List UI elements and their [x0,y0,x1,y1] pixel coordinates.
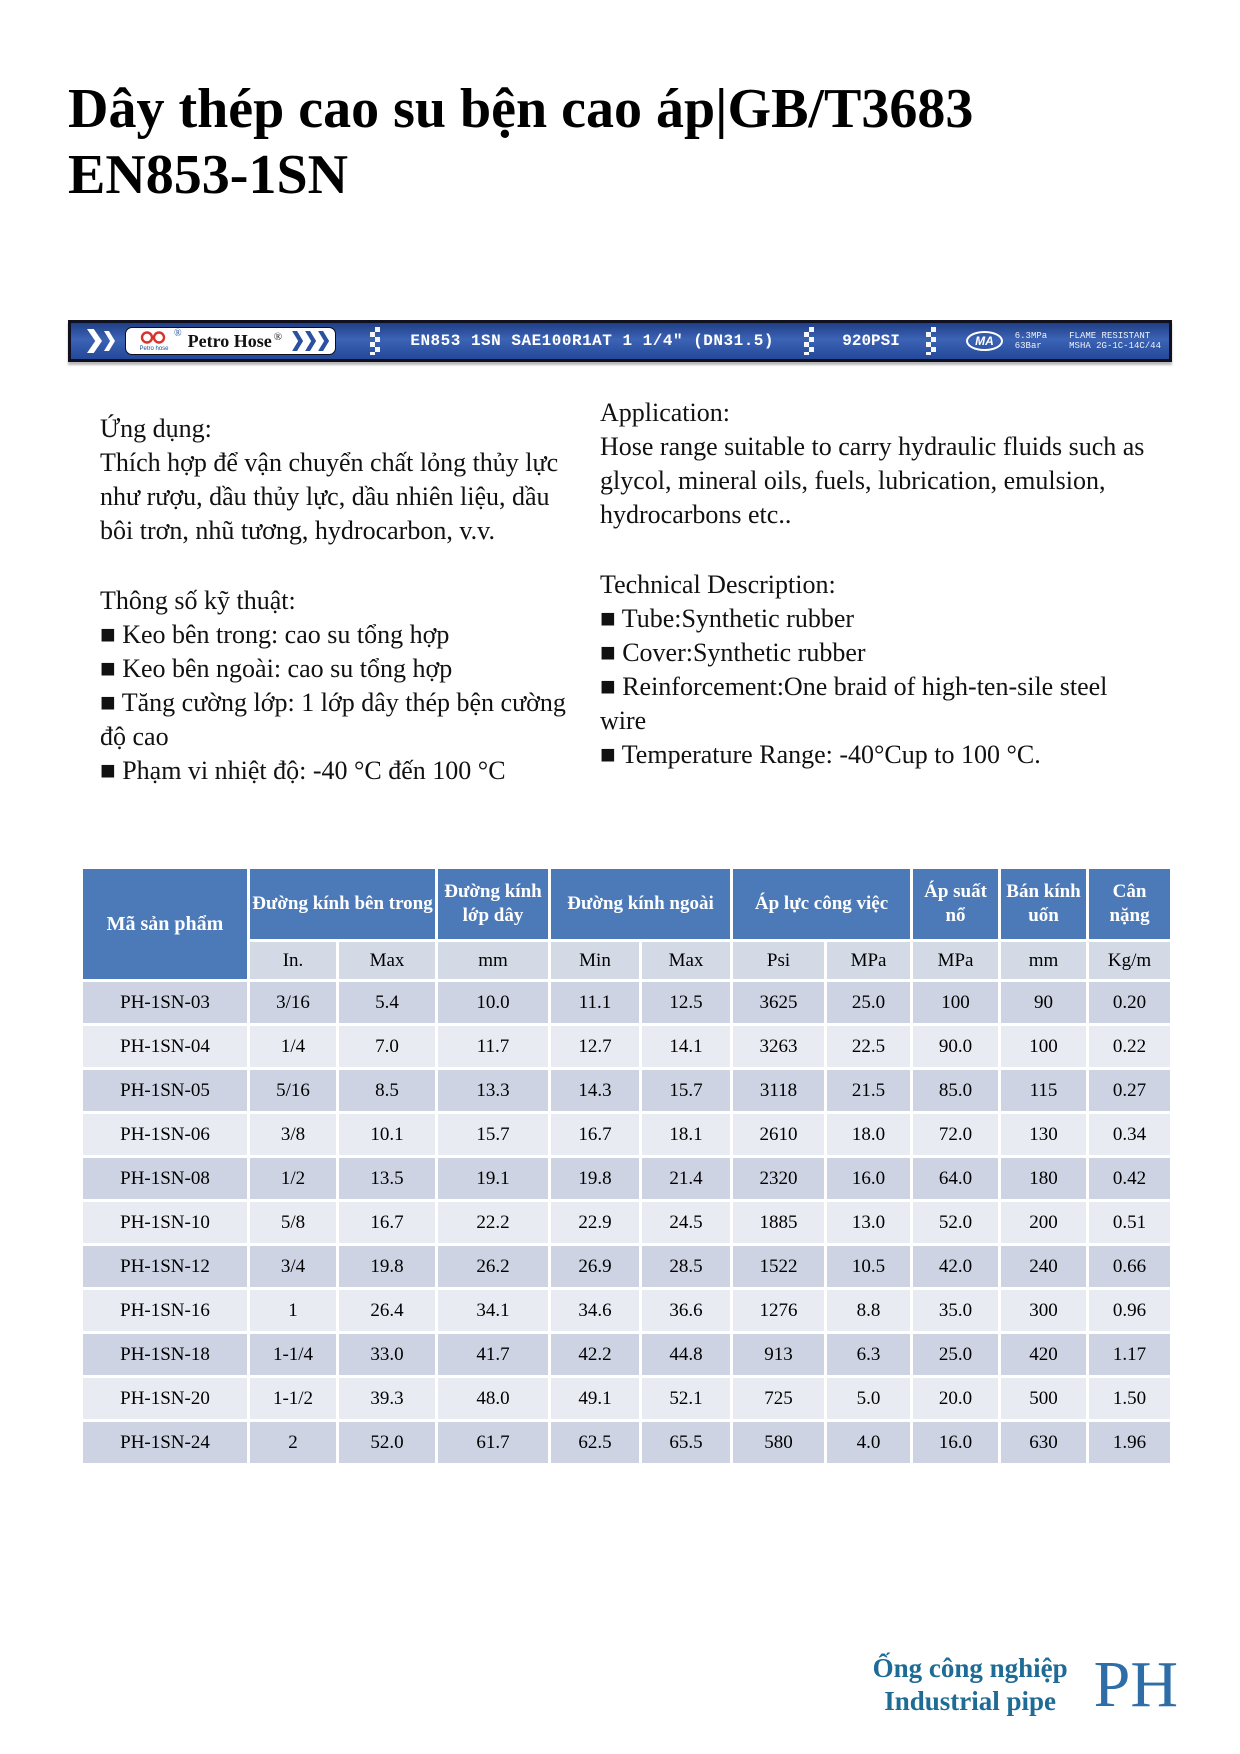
value-cell: 24.5 [642,1202,730,1243]
value-cell: 33.0 [339,1334,435,1375]
spec-heading-en: Technical Description: [600,570,836,599]
value-cell: 49.1 [551,1378,639,1419]
value-cell: 16.0 [827,1158,910,1199]
value-cell: 3/4 [250,1246,336,1287]
spec-heading-vi: Thông số kỹ thuật: [100,586,296,615]
petro-hose-logo [125,327,336,355]
value-cell: 115 [1001,1070,1086,1111]
value-cell: 13.5 [339,1158,435,1199]
value-cell: 15.7 [642,1070,730,1111]
value-cell: 3/16 [250,982,336,1023]
pressure-mpa: 6.3MPa [1014,331,1048,341]
value-cell: 18.0 [827,1114,910,1155]
col-header-inner-diameter: Đường kính bên trong [250,869,435,939]
value-cell: 100 [1001,1026,1086,1067]
product-code-cell: PH-1SN-10 [83,1202,247,1243]
value-cell: 1-1/4 [250,1334,336,1375]
white-chevrons-icon [87,329,115,353]
product-code-cell: PH-1SN-24 [83,1422,247,1463]
value-cell: 1276 [733,1290,824,1331]
value-cell: 500 [1001,1378,1086,1419]
spec-table-body [83,982,1170,1463]
value-cell: 5/16 [250,1070,336,1111]
value-cell: 85.0 [913,1070,998,1111]
checker-pattern [370,327,380,355]
col-header-bend-radius: Bán kính uốn [1001,869,1086,939]
value-cell: 21.4 [642,1158,730,1199]
unit-header: mm [438,942,548,979]
spec-bullet: ■ Temperature Range: -40°Cup to 100 °C. [600,740,1041,769]
value-cell: 16.7 [551,1114,639,1155]
application-section-en [600,396,1152,772]
value-cell: 240 [1001,1246,1086,1287]
value-cell: 300 [1001,1290,1086,1331]
value-cell: 22.5 [827,1026,910,1067]
value-cell: 21.5 [827,1070,910,1111]
value-cell: 11.1 [551,982,639,1023]
value-cell: 34.1 [438,1290,548,1331]
product-code-cell: PH-1SN-20 [83,1378,247,1419]
footer [872,1648,1178,1721]
spec-bullet: ■ Cover:Synthetic rubber [600,638,866,667]
spec-bullet: ■ Phạm vi nhiệt độ: -40 °C đến 100 °C [100,756,506,785]
unit-header: In. [250,942,336,979]
value-cell: 48.0 [438,1378,548,1419]
value-cell: 725 [733,1378,824,1419]
value-cell: 13.3 [438,1070,548,1111]
footer-tagline [873,1652,1068,1718]
spec-table-header [83,869,1170,979]
value-cell: 180 [1001,1158,1086,1199]
spec-bullet: ■ Tăng cường lớp: 1 lớp dây thép bện cường độ cao [100,688,566,751]
table-row [83,1378,1170,1419]
hose-banner-image [68,320,1172,362]
infinity-icon [136,330,172,345]
value-cell: 0.27 [1089,1070,1170,1111]
unit-header: MPa [827,942,910,979]
value-cell: 26.2 [438,1246,548,1287]
unit-header: Max [642,942,730,979]
page-title-line1: Dây thép cao su bện cao áp|GB/T3683 [68,78,974,140]
unit-header: Min [551,942,639,979]
spec-bullet: ■ Keo bên ngoài: cao su tổng hợp [100,654,453,683]
value-cell: 90.0 [913,1026,998,1067]
col-header-weight: Cân nặng [1089,869,1170,939]
pressure-spec-small [1015,331,1047,351]
table-row [83,1158,1170,1199]
col-header-outer-diameter: Đường kính ngoài [551,869,730,939]
value-cell: 90 [1001,982,1086,1023]
value-cell: 3263 [733,1026,824,1067]
value-cell: 0.34 [1089,1114,1170,1155]
value-cell: 22.2 [438,1202,548,1243]
value-cell: 1522 [733,1246,824,1287]
checker-pattern [804,327,814,355]
spec-bullet: ■ Reinforcement:One braid of high-ten-sile steel wire [600,672,1108,735]
value-cell: 2610 [733,1114,824,1155]
table-row [83,1070,1170,1111]
product-code-cell: PH-1SN-18 [83,1334,247,1375]
value-cell: 7.0 [339,1026,435,1067]
value-cell: 630 [1001,1422,1086,1463]
unit-header: MPa [913,942,998,979]
value-cell: 62.5 [551,1422,639,1463]
value-cell: 13.0 [827,1202,910,1243]
value-cell: 22.9 [551,1202,639,1243]
brand-name: Petro Hose [187,330,272,351]
value-cell: 3118 [733,1070,824,1111]
value-cell: 19.1 [438,1158,548,1199]
value-cell: 0.22 [1089,1026,1170,1067]
value-cell: 39.3 [339,1378,435,1419]
value-cell: 61.7 [438,1422,548,1463]
value-cell: 42.2 [551,1334,639,1375]
value-cell: 12.7 [551,1026,639,1067]
value-cell: 200 [1001,1202,1086,1243]
value-cell: 8.8 [827,1290,910,1331]
blue-chevrons-icon [292,331,329,351]
value-cell: 3/8 [250,1114,336,1155]
unit-header: mm [1001,942,1086,979]
value-cell: 130 [1001,1114,1086,1155]
value-cell: 8.5 [339,1070,435,1111]
value-cell: 0.66 [1089,1246,1170,1287]
value-cell: 20.0 [913,1378,998,1419]
value-cell: 0.51 [1089,1202,1170,1243]
col-header-working-pressure: Áp lực công việc [733,869,910,939]
value-cell: 52.0 [913,1202,998,1243]
value-cell: 580 [733,1422,824,1463]
pressure-bar: 63Bar [1014,341,1042,351]
spec-bullet: ■ Keo bên trong: cao su tổng hợp [100,620,450,649]
infinity-logo-icon [136,330,172,352]
table-row [83,1114,1170,1155]
product-code-cell: PH-1SN-08 [83,1158,247,1199]
value-cell: 72.0 [913,1114,998,1155]
value-cell: 19.8 [339,1246,435,1287]
value-cell: 1.17 [1089,1334,1170,1375]
value-cell: 5.0 [827,1378,910,1419]
value-cell: 26.4 [339,1290,435,1331]
value-cell: 34.6 [551,1290,639,1331]
unit-header: Max [339,942,435,979]
value-cell: 10.5 [827,1246,910,1287]
table-row [83,1290,1170,1331]
table-row [83,1026,1170,1067]
value-cell: 4.0 [827,1422,910,1463]
value-cell: 64.0 [913,1158,998,1199]
logo-tagline: Petro hose [139,346,169,352]
chevron-icon [305,331,316,351]
value-cell: 26.9 [551,1246,639,1287]
product-code-cell: PH-1SN-05 [83,1070,247,1111]
pressure-rating: 920PSI [842,332,900,350]
product-code-cell: PH-1SN-16 [83,1290,247,1331]
chevron-icon [318,331,329,351]
application-body-en: Hose range suitable to carry hydraulic fluids such as glycol, mineral oils, fuels, lubrication, emulsion, hydrocarbons etc.. [600,432,1145,529]
value-cell: 1/2 [250,1158,336,1199]
value-cell: 16.0 [913,1422,998,1463]
value-cell: 19.8 [551,1158,639,1199]
value-cell: 28.5 [642,1246,730,1287]
col-header-burst-pressure: Áp suất nổ [913,869,998,939]
value-cell: 1.96 [1089,1422,1170,1463]
value-cell: 10.1 [339,1114,435,1155]
hose-marking-text: EN853 1SN SAE100R1AT 1 1/4" (DN31.5) [410,332,774,350]
unit-header: Kg/m [1089,942,1170,979]
flame-resistant-label [1069,331,1161,351]
col-header-wire-layer-diameter: Đường kính lớp dây [438,869,548,939]
value-cell: 100 [913,982,998,1023]
spec-bullet: ■ Tube:Synthetic rubber [600,604,855,633]
ma-certification-icon: MA [966,331,1003,351]
product-code-cell: PH-1SN-06 [83,1114,247,1155]
value-cell: 1885 [733,1202,824,1243]
value-cell: 16.7 [339,1202,435,1243]
spec-table [80,866,1173,1466]
value-cell: 14.1 [642,1026,730,1067]
value-cell: 41.7 [438,1334,548,1375]
chevron-icon [104,331,115,351]
value-cell: 25.0 [913,1334,998,1375]
flame-line2: MSHA 2G-1C-14C/44 [1069,341,1161,351]
unit-header: Psi [733,942,824,979]
value-cell: 42.0 [913,1246,998,1287]
registered-mark-icon: ® [273,331,283,343]
value-cell: 44.8 [642,1334,730,1375]
value-cell: 0.20 [1089,982,1170,1023]
table-row [83,1334,1170,1375]
table-row [83,1246,1170,1287]
application-body-vi: Thích hợp để vận chuyển chất lỏng thủy lực như rượu, dầu thủy lực, dầu nhiên liệu, dầu bôi trơn, nhũ tương, hydrocarbon, v.v. [100,448,559,545]
ph-logo: PH [1093,1648,1178,1721]
value-cell: 0.96 [1089,1290,1170,1331]
value-cell: 25.0 [827,982,910,1023]
value-cell: 10.0 [438,982,548,1023]
table-row [83,1202,1170,1243]
table-row [83,982,1170,1023]
chevron-icon [87,329,102,353]
value-cell: 52.1 [642,1378,730,1419]
value-cell: 2320 [733,1158,824,1199]
value-cell: 913 [733,1334,824,1375]
application-heading-en: Application: [600,398,730,427]
footer-tagline-vi: Ống công nghiệp [872,1653,1068,1683]
col-header-product-code: Mã sản phẩm [83,869,247,979]
footer-tagline-en: Industrial pipe [884,1686,1056,1716]
value-cell: 1.50 [1089,1378,1170,1419]
value-cell: 3625 [733,982,824,1023]
application-heading-vi: Ứng dụng: [100,414,212,443]
product-code-cell: PH-1SN-04 [83,1026,247,1067]
product-code-cell: PH-1SN-12 [83,1246,247,1287]
value-cell: 65.5 [642,1422,730,1463]
page-title [68,76,1168,208]
page-title-line2: EN853-1SN [68,144,349,206]
chevron-icon [292,331,303,351]
registered-mark-icon: ® [174,328,182,339]
value-cell: 14.3 [551,1070,639,1111]
value-cell: 35.0 [913,1290,998,1331]
value-cell: 18.1 [642,1114,730,1155]
application-section-vi [100,412,570,788]
value-cell: 1/4 [250,1026,336,1067]
value-cell: 1-1/2 [250,1378,336,1419]
value-cell: 15.7 [438,1114,548,1155]
value-cell: 12.5 [642,982,730,1023]
product-code-cell: PH-1SN-03 [83,982,247,1023]
value-cell: 36.6 [642,1290,730,1331]
value-cell: 52.0 [339,1422,435,1463]
table-row [83,1422,1170,1463]
value-cell: 5.4 [339,982,435,1023]
value-cell: 420 [1001,1334,1086,1375]
value-cell: 1 [250,1290,336,1331]
value-cell: 0.42 [1089,1158,1170,1199]
value-cell: 5/8 [250,1202,336,1243]
flame-line1: FLAME RESISTANT [1069,331,1151,341]
value-cell: 2 [250,1422,336,1463]
value-cell: 6.3 [827,1334,910,1375]
value-cell: 11.7 [438,1026,548,1067]
checker-pattern [926,327,936,355]
